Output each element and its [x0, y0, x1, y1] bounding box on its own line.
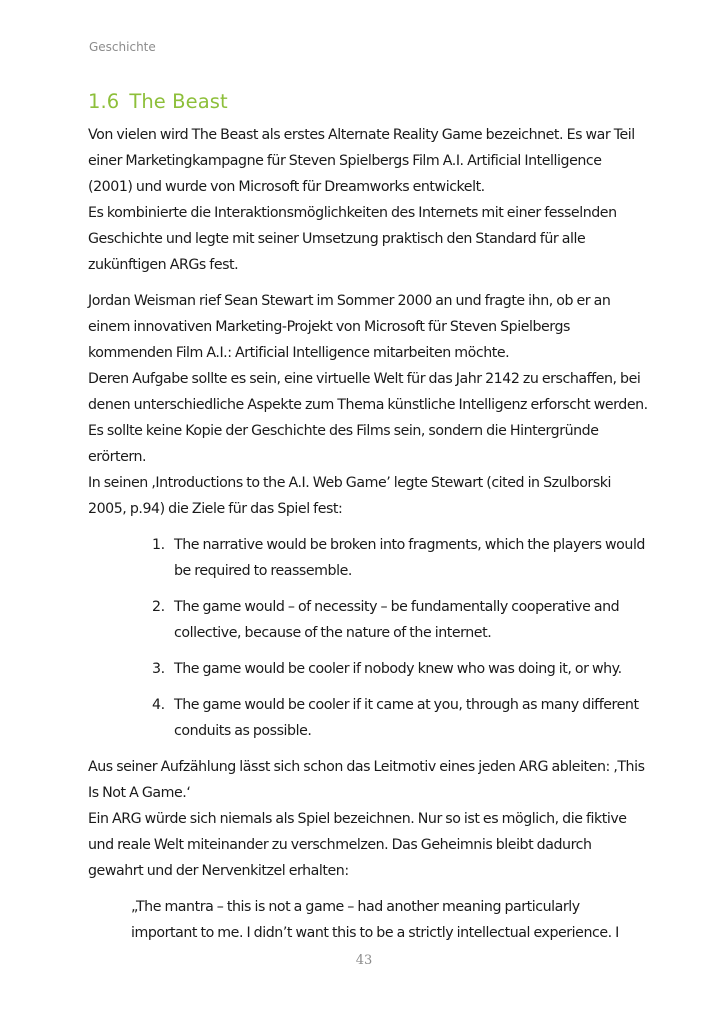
- list-item-text: The game would be cooler if nobody knew who was doing it, or why.: [174, 661, 622, 677]
- paragraph-gap: [88, 278, 648, 288]
- paragraph-gap: [88, 522, 648, 532]
- paragraph: Es kombinierte die Interaktionsmöglichkeiten des Internets mit einer fesselnden Geschichte und legte mit seiner Umsetzung praktisch den Standard für alle zukünftigen ARGs fest.: [88, 205, 617, 273]
- paragraph: Jordan Weisman rief Sean Stewart im Sommer 2000 an und fragte ihn, ob er an einem innovativen Marketing-Projekt von Microsoft für Steven Spielbergs kommenden Film A.I.: Artificial Intelligence mitarbeiten möchte.: [88, 293, 611, 361]
- paragraph: Deren Aufgabe sollte es sein, eine virtuelle Welt für das Jahr 2142 zu erschaffen, bei denen unterschiedliche Aspekte zum Thema künstliche Intelligenz erforscht werden. Es sollte keine Kopie der Geschichte des Films sein, sondern die Hintergründe erörtern.: [88, 371, 648, 465]
- list-item-text: The game would – of necessity – be fundamentally cooperative and collective, because of the nature of the internet.: [174, 599, 620, 641]
- list-item: [88, 594, 648, 646]
- paragraph: In seinen ‚Introductions to the A.I. Web Game’ legte Stewart (cited in Szulborski 2005, p.94) die Ziele für das Spiel fest:: [88, 475, 612, 517]
- list-item-number: 4.: [152, 697, 165, 713]
- list-item-number: 2.: [152, 599, 165, 615]
- section-heading: [88, 90, 228, 113]
- list-item-text: The narrative would be broken into fragments, which the players would be required to reassemble.: [174, 537, 645, 579]
- paragraph-gap: [88, 884, 648, 894]
- list-item: [88, 692, 648, 744]
- paragraph: Aus seiner Aufzählung lässt sich schon das Leitmotiv eines jeden ARG ableiten: ‚This Is Not A Game.‘: [88, 759, 645, 801]
- list-item-text: The game would be cooler if it came at you, through as many different conduits as possible.: [174, 697, 639, 739]
- section-number: 1.6: [88, 90, 120, 113]
- list-item-number: 1.: [152, 537, 165, 553]
- paragraph: Ein ARG würde sich niemals als Spiel bezeichnen. Nur so ist es möglich, die fiktive und reale Welt miteinander zu verschmelzen. Das Geheimnis bleibt dadurch gewahrt und der Nervenkitzel erhalten:: [88, 811, 627, 879]
- list-item-number: 3.: [152, 661, 165, 677]
- running-header: Geschichte: [89, 40, 156, 54]
- goals-list: [88, 532, 648, 744]
- page-number: 43: [355, 953, 373, 968]
- section-title-text: The Beast: [129, 90, 228, 113]
- list-item: [88, 656, 648, 682]
- body-text: [88, 122, 648, 946]
- list-item: [88, 532, 648, 584]
- block-quote: „The mantra – this is not a game – had another meaning particularly important to me. I didn’t want this to be a strictly intellectual experience. I: [131, 899, 619, 941]
- paragraph: Von vielen wird The Beast als erstes Alternate Reality Game bezeichnet. Es war Teil einer Marketingkampagne für Steven Spielbergs Film A.I. Artificial Intelligence (2001) und wurde von Microsoft für Dreamworks entwickelt.: [88, 127, 635, 195]
